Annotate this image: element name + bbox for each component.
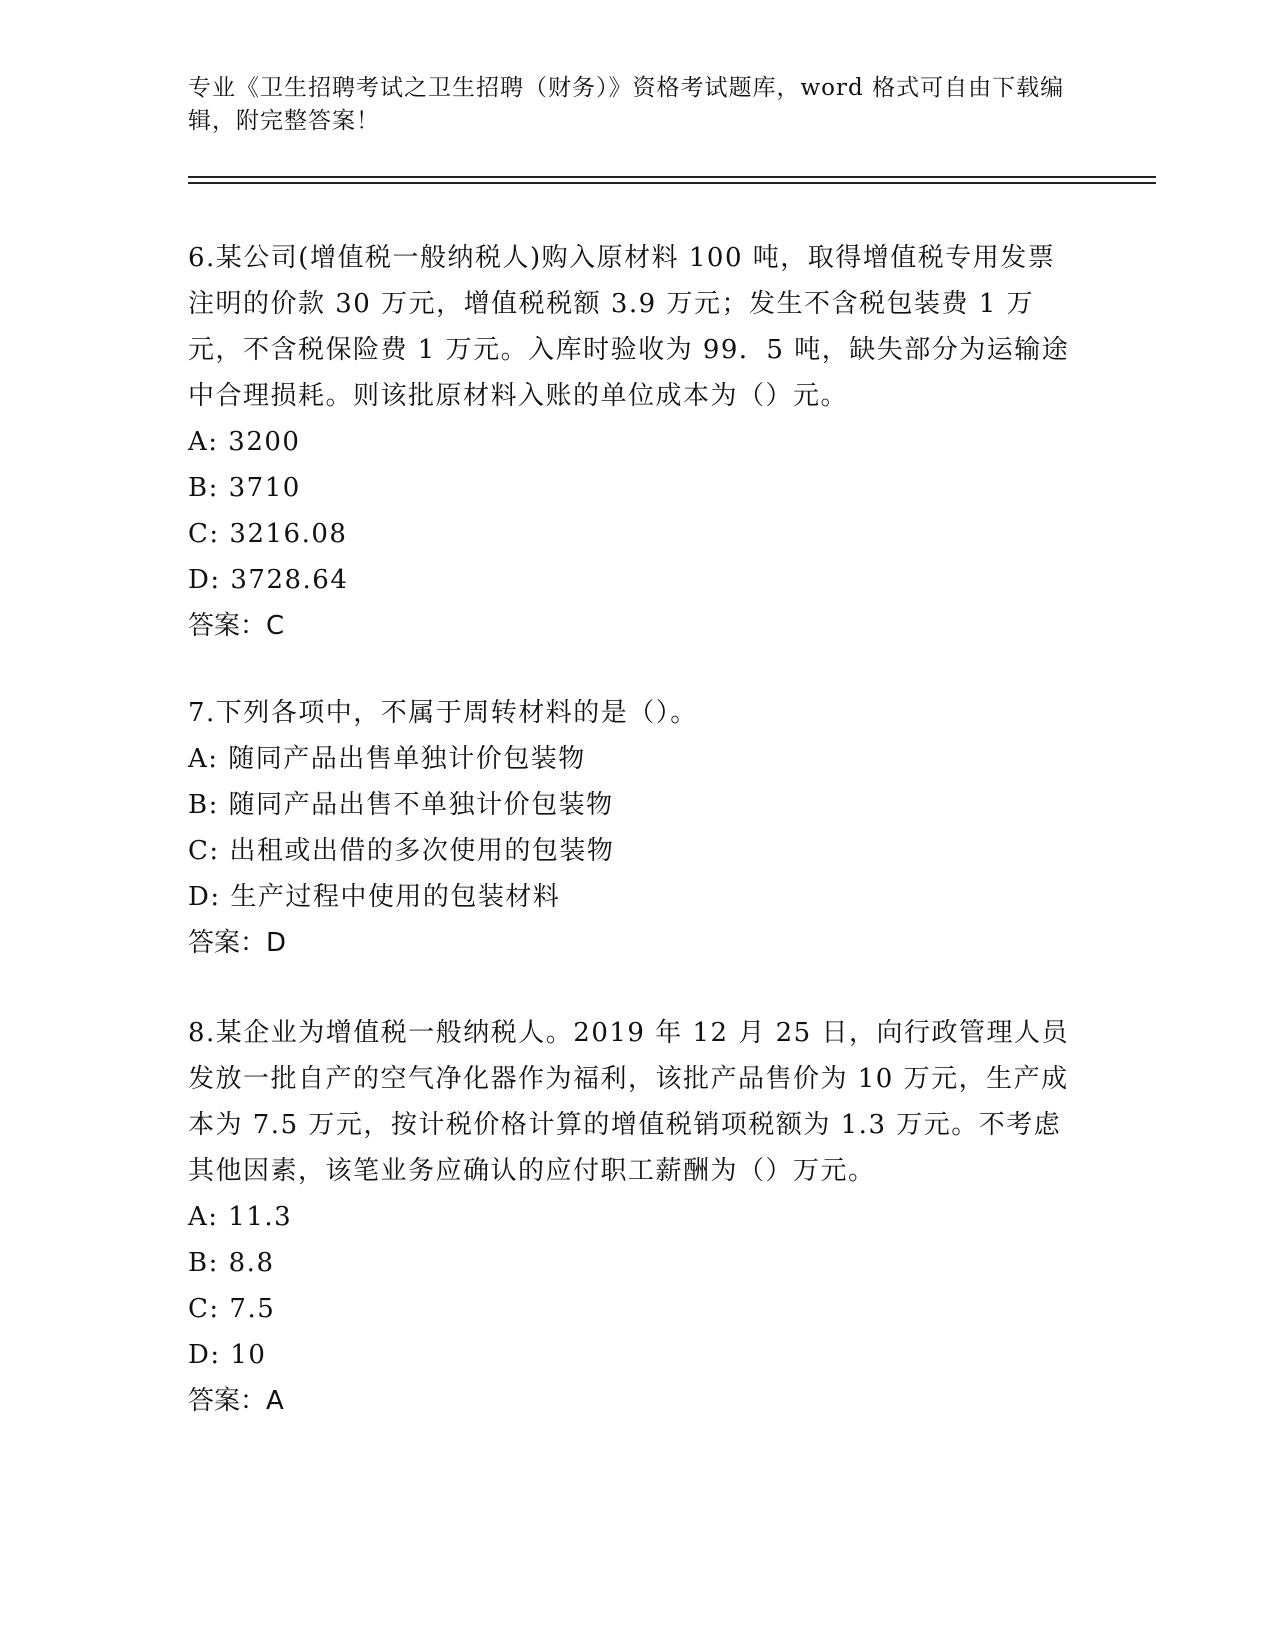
header-divider-top <box>188 176 1156 178</box>
header-divider-bottom <box>188 182 1156 184</box>
option-a: A: 3200 <box>188 427 301 457</box>
question-8 <box>188 1010 1078 1424</box>
option-c: C: 出租或出借的多次使用的包装物 <box>188 836 615 866</box>
answer-line: 答案：D <box>188 928 287 958</box>
question-6 <box>188 235 1078 649</box>
option-b: B: 3710 <box>188 473 301 503</box>
question-stem: 6.某公司(增值税一般纳税人)购入原材料 100 吨，取得增值税专用发票注明的价款 30 万元，增值税税额 3.9 万元；发生不含税包装费 1 万元，不含税保险费 1 万元。入库时验收为 99．5 吨，缺失部分为运输途中合理损耗。则该批原材料入账的单位成本为（）元。 <box>188 243 1070 411</box>
option-a: A: 随同产品出售单独计价包装物 <box>188 744 586 774</box>
option-a: A: 11.3 <box>188 1202 293 1232</box>
answer-line: 答案：C <box>188 611 285 641</box>
question-stem: 8.某企业为增值税一般纳税人。2019 年 12 月 25 日，向行政管理人员发放一批自产的空气净化器作为福利，该批产品售价为 10 万元，生产成本为 7.5 万元，按计税价格计算的增值税销项税额为 1.3 万元。不考虑其他因素，该笔业务应确认的应付职工薪酬为（）万元。 <box>188 1018 1069 1186</box>
option-c: C: 3216.08 <box>188 519 348 549</box>
option-b: B: 8.8 <box>188 1248 275 1278</box>
option-c: C: 7.5 <box>188 1294 276 1324</box>
option-d: D: 10 <box>188 1340 267 1370</box>
question-7 <box>188 690 1078 966</box>
answer-line: 答案：A <box>188 1386 284 1416</box>
option-d: D: 生产过程中使用的包装材料 <box>188 882 561 912</box>
document-header: 专业《卫生招聘考试之卫生招聘（财务）》资格考试题库，word 格式可自由下载编辑，附完整答案！ <box>188 75 1065 134</box>
option-d: D: 3728.64 <box>188 565 349 595</box>
option-b: B: 随同产品出售不单独计价包装物 <box>188 790 614 820</box>
question-stem: 7.下列各项中，不属于周转材料的是（）。 <box>188 698 698 728</box>
